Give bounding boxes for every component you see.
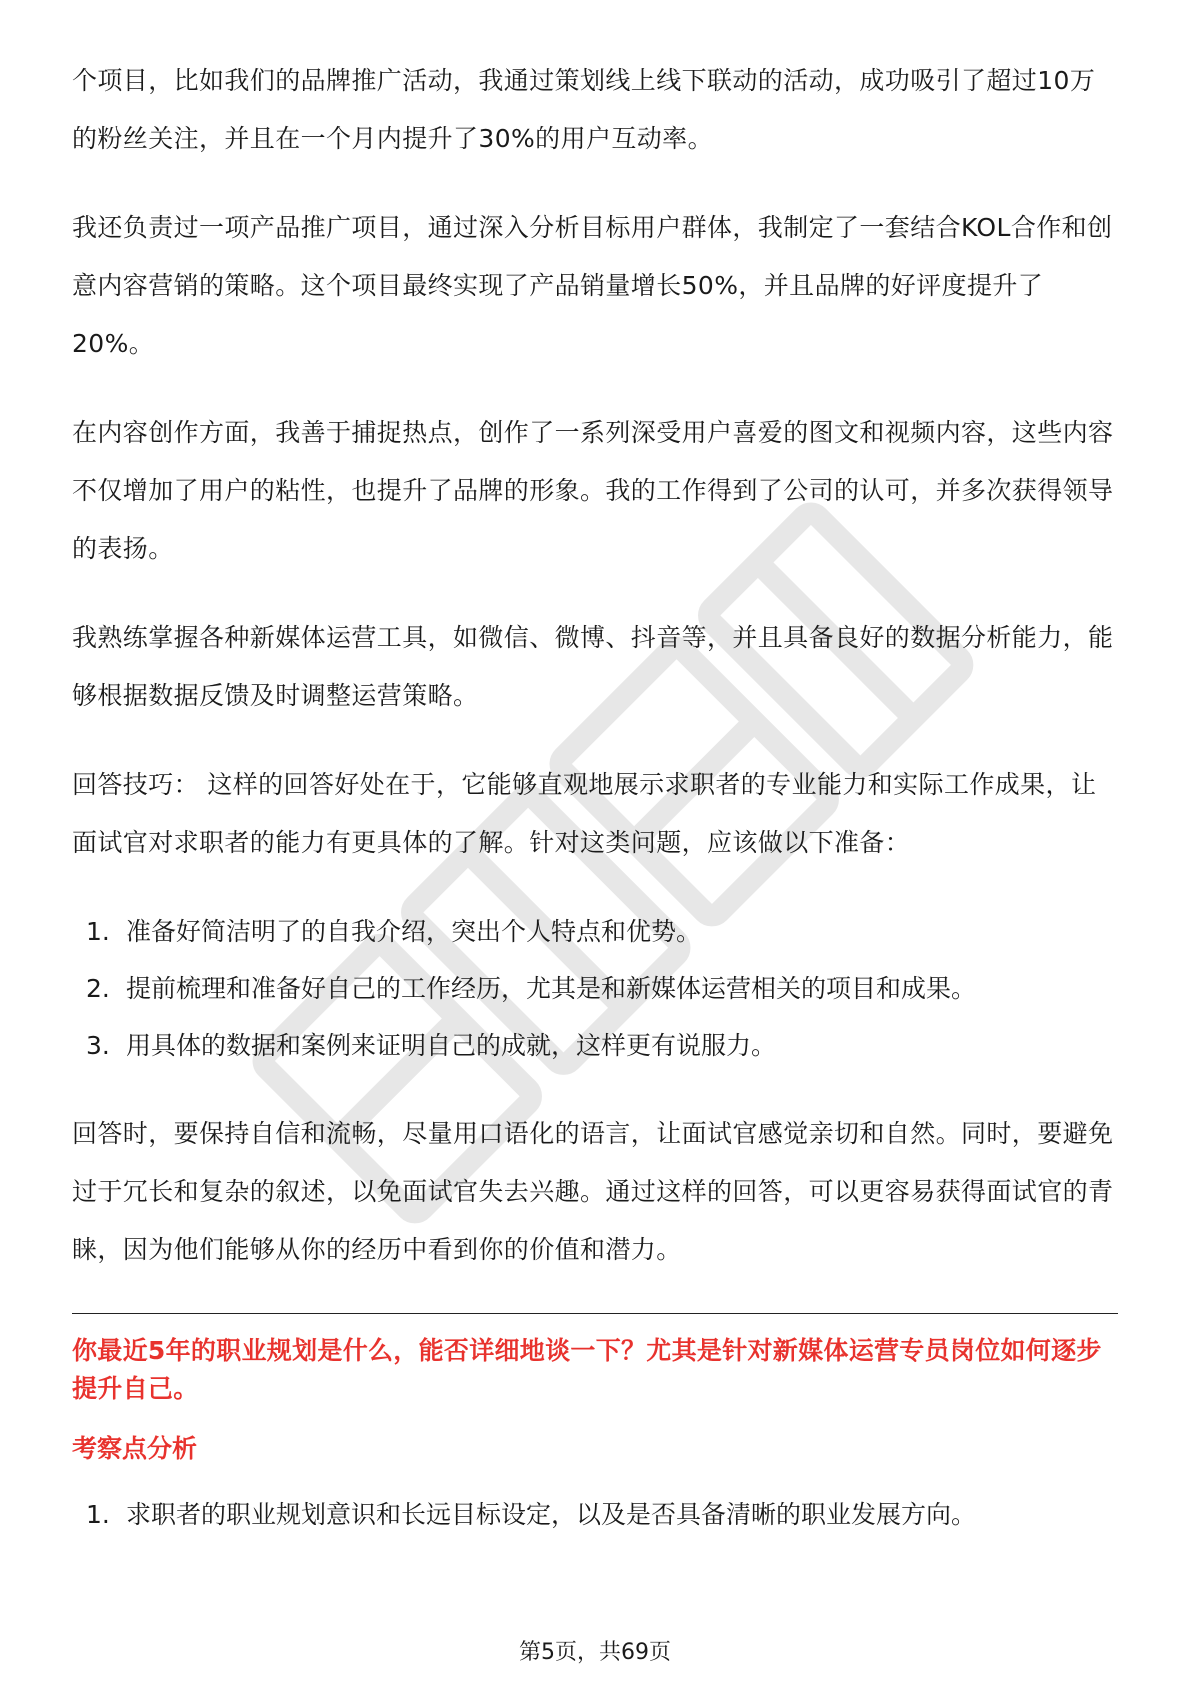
- list-text: 用具体的数据和案例来证明自己的成就，这样更有说服力。: [126, 1031, 777, 1060]
- answer-tips-paragraph: 回答技巧： 这样的回答好处在于，它能够直观地展示求职者的专业能力和实际工作成果，让面试官对求职者的能力有更具体的了解。针对这类问题，应该做以下准备：: [72, 770, 1097, 857]
- list-text: 提前梳理和准备好自己的工作经历，尤其是和新媒体运营相关的项目和成果。: [126, 974, 977, 1003]
- page-footer: 第5页，共69页: [519, 1640, 671, 1665]
- list-number: 2.: [86, 974, 110, 1003]
- paragraph: 个项目，比如我们的品牌推广活动，我通过策划线上线下联动的活动，成功吸引了超过10万的粉丝关注，并且在一个月内提升了30%的用户互动率。: [72, 66, 1096, 153]
- list-item: [72, 903, 1118, 960]
- paragraph: 我熟练掌握各种新媒体运营工具，如微信、微博、抖音等，并且具备良好的数据分析能力，能够根据数据反馈及时调整运营策略。: [72, 623, 1114, 710]
- interview-question-heading: 你最近5年的职业规划是什么，能否详细地谈一下？尤其是针对新媒体运营专员岗位如何逐步提升自己。: [72, 1336, 1102, 1403]
- list-number: 1.: [86, 1500, 110, 1529]
- list-text: 求职者的职业规划意识和长远目标设定，以及是否具备清晰的职业发展方向。: [126, 1500, 977, 1529]
- paragraph: 我还负责过一项产品推广项目，通过深入分析目标用户群体，我制定了一套结合KOL合作和创意内容营销的策略。这个项目最终实现了产品销量增长50%，并且品牌的好评度提升了20%。: [72, 213, 1113, 358]
- list-item: [72, 1486, 1118, 1543]
- closing-paragraph: 回答时，要保持自信和流畅，尽量用口语化的语言，让面试官感觉亲切和自然。同时，要避免过于冗长和复杂的叙述，以免面试官失去兴趣。通过这样的回答，可以更容易获得面试官的青睐，因为他们能够从你的经历中看到你的价值和潜力。: [72, 1119, 1114, 1264]
- section-divider: [72, 1313, 1118, 1314]
- paragraph: 在内容创作方面，我善于捕捉热点，创作了一系列深受用户喜爱的图文和视频内容，这些内容不仅增加了用户的粘性，也提升了品牌的形象。我的工作得到了公司的认可，并多次获得领导的表扬。: [72, 418, 1114, 563]
- list-number: 1.: [86, 917, 110, 946]
- preparation-list: [72, 903, 1118, 1074]
- document-body: [72, 52, 1118, 1574]
- analysis-heading: 考察点分析: [72, 1434, 198, 1463]
- list-item: [72, 1017, 1118, 1074]
- analysis-list: [72, 1486, 1118, 1543]
- list-text: 准备好简洁明了的自我介绍，突出个人特点和优势。: [126, 917, 702, 946]
- list-number: 3.: [86, 1031, 110, 1060]
- list-item: [72, 960, 1118, 1017]
